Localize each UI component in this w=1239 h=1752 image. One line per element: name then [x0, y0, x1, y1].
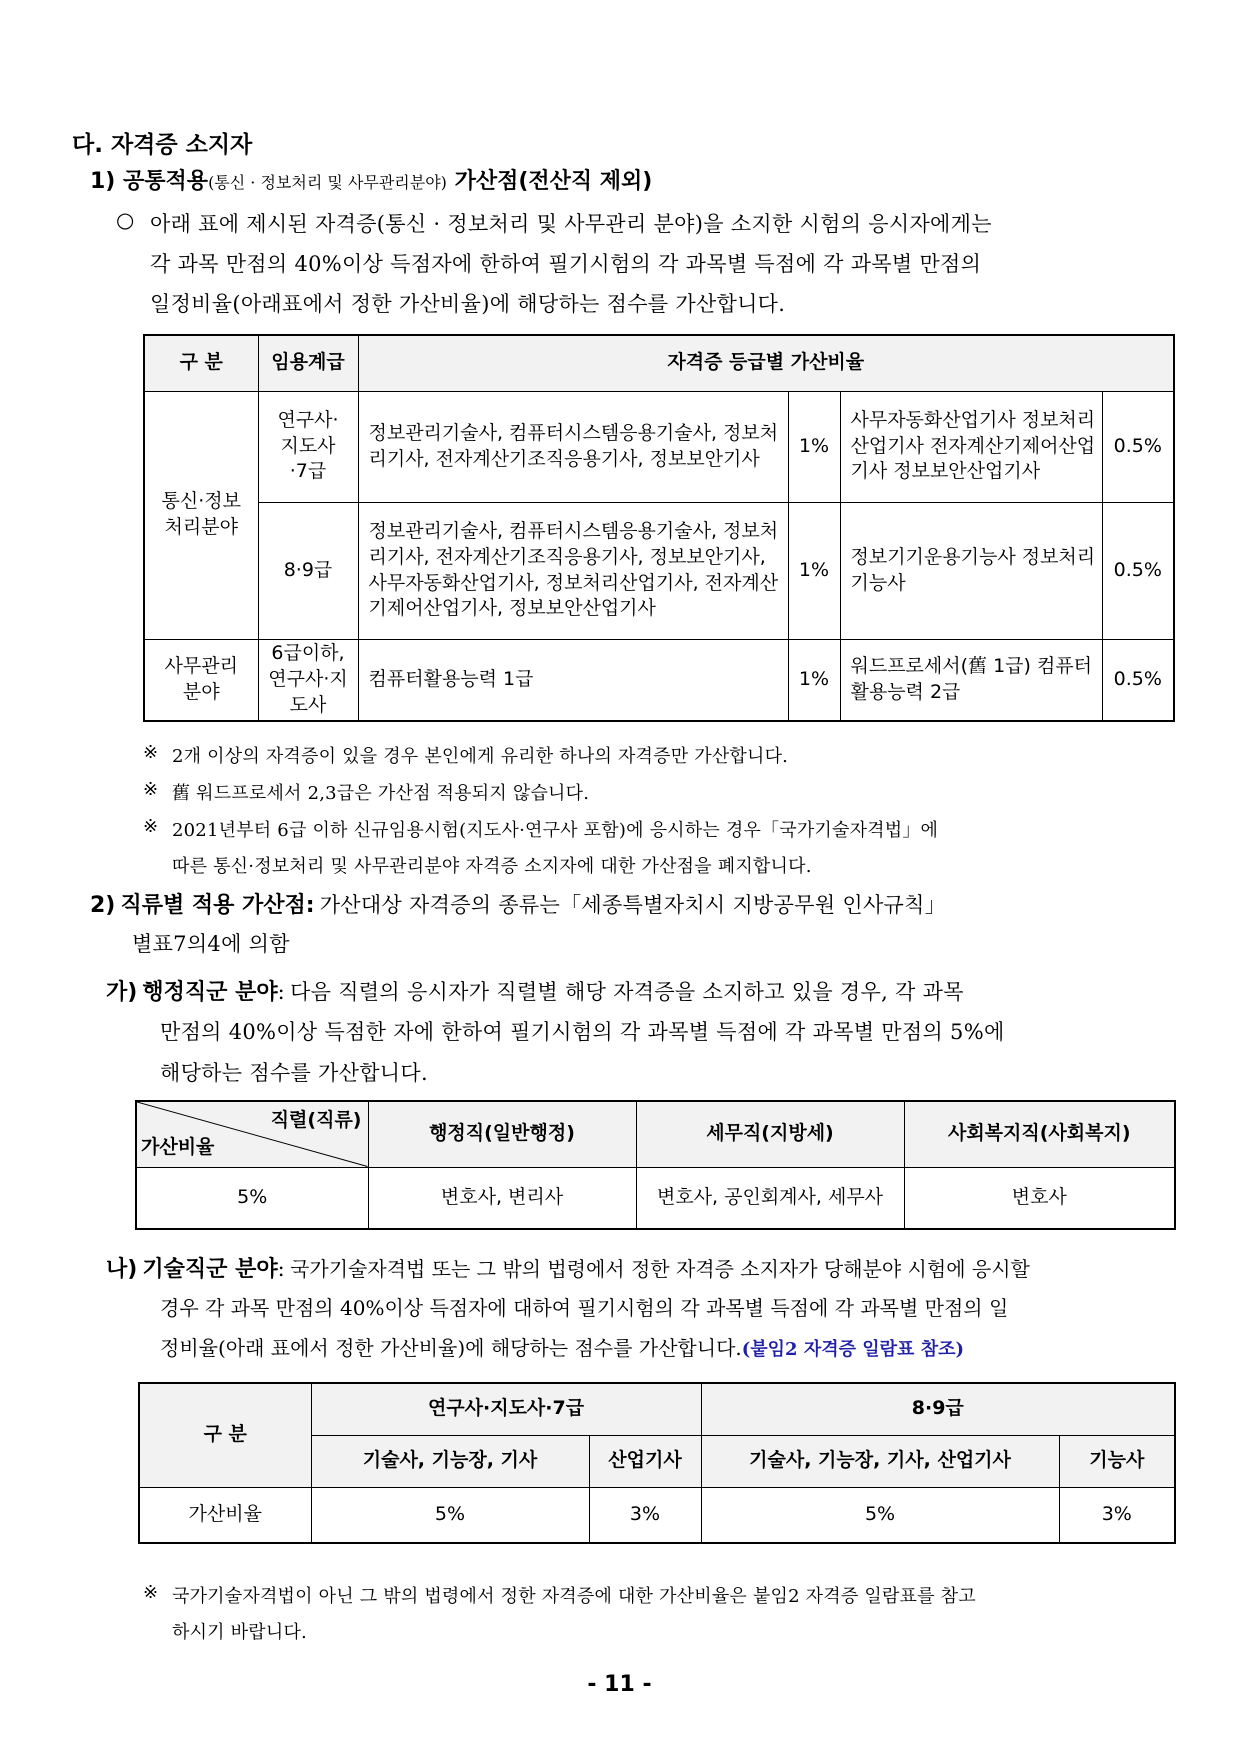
t1-row3-rate-a: 1%: [788, 639, 840, 721]
item1-title-b: 가산점(전산직 제외): [454, 169, 653, 194]
table-row: [144, 502, 1174, 639]
t3-value3: 5%: [701, 1487, 1059, 1543]
table-row: [144, 639, 1174, 721]
item2b-line3-wrap: [160, 1332, 964, 1361]
item2b-colon: :: [277, 1257, 285, 1281]
t2-admin-certs: 변호사, 변리사: [368, 1167, 636, 1229]
t1-row2-grade: 8·9급: [258, 502, 358, 639]
t2-tax-certs: 변호사, 공인회계사, 세무사: [636, 1167, 904, 1229]
item2a-line1: 다음 직렬의 응시자가 직렬별 해당 자격증을 소지하고 있을 경우, 각 과목: [290, 980, 964, 1004]
item2a-heading: [106, 975, 964, 1006]
item2-number: 2): [90, 893, 116, 918]
t1-row2-rate-a: 1%: [788, 502, 840, 639]
item2-title: 직류별 적용 가산점:: [120, 893, 315, 918]
t3-value4: 3%: [1059, 1487, 1175, 1543]
item2b-line2: 경우 각 과목 만점의 40%이상 득점자에 대하여 필기시험의 각 과목별 득점에 각 과목별 만점의 일: [160, 1296, 1009, 1320]
table-technical-certificates: [138, 1382, 1176, 1544]
item1-para-line1: 아래 표에 제시된 자격증(통신 · 정보처리 및 사무관리 분야)을 소지한 시험의 응시자에게는: [150, 212, 992, 236]
t1-group2-label: 사무관리분야: [144, 639, 258, 721]
t1-row3-certs-b: 워드프로세서(舊 1급) 컴퓨터활용능력 2급: [840, 639, 1102, 721]
t2-header-admin: 행정직(일반행정): [368, 1101, 636, 1167]
final-note-line1: 국가기술자격법이 아닌 그 밖의 법령에서 정한 자격증에 대한 가산비율은 붙임2 자격증 일람표를 참고: [172, 1586, 976, 1607]
t2-diag-top: 직렬(직류): [270, 1109, 362, 1131]
t3-group1: 연구사·지도사·7급: [311, 1383, 701, 1435]
item2b-ref: (붙임2 자격증 일람표 참조): [741, 1339, 964, 1360]
t2-rate: 5%: [136, 1167, 368, 1229]
item2a-number: 가): [106, 980, 138, 1005]
t1-header-category: 구 분: [144, 335, 258, 391]
item1-title-a: 공통적용: [123, 169, 209, 194]
t2-header-tax: 세무직(지방세): [636, 1101, 904, 1167]
item2b-line1: 국가기술자격법 또는 그 밖의 법령에서 정한 자격증 소지자가 당해분야 시험에 응시할: [290, 1257, 1030, 1281]
t1-row2-rate-b: 0.5%: [1102, 502, 1174, 639]
section-heading: 다. 자격증 소지자: [72, 132, 253, 158]
t1-row3-grade: 6급이하, 연구사·지도사: [258, 639, 358, 721]
item2a-line3: 해당하는 점수를 가산합니다.: [160, 1061, 428, 1085]
item2b-heading: [106, 1252, 1030, 1283]
item2-text-line2: 별표7의4에 의함: [132, 932, 290, 956]
t3-sub2: 산업기사: [589, 1435, 701, 1487]
item1-heading: [90, 164, 652, 195]
table-row: [136, 1167, 1175, 1229]
t3-value1: 5%: [311, 1487, 589, 1543]
note1-text: 2개 이상의 자격증이 있을 경우 본인에게 유리한 하나의 자격증만 가산합니다.: [172, 746, 789, 767]
t1-row1-grade: 연구사·지도사·7급: [258, 391, 358, 502]
item2a-title: 행정직군 분야: [142, 980, 278, 1005]
t1-header-grade: 임용계급: [258, 335, 358, 391]
page-number: - 11 -: [587, 1672, 652, 1697]
t1-row2-certs-a: 정보관리기술사, 컴퓨터시스템응용기술사, 정보처리기사, 전자계산기조직응용기사, 정보보안기사, 사무자동화산업기사, 정보처리산업기사, 전자계산기제어산업기사, 정보보안산업기사: [358, 502, 788, 639]
table-row: [139, 1487, 1175, 1543]
t1-header-rates: 자격증 등급별 가산비율: [358, 335, 1174, 391]
note3-mark: ※: [143, 816, 159, 837]
t1-row1-rate-b: 0.5%: [1102, 391, 1174, 502]
item2-heading: [90, 888, 946, 919]
t2-diagonal-header: [136, 1101, 368, 1167]
t3-value2: 3%: [589, 1487, 701, 1543]
t1-row1-certs-a: 정보관리기술사, 컴퓨터시스템응용기술사, 정보처리기사, 전자계산기조직응용기사, 정보보안기사: [358, 391, 788, 502]
item1-bullet: ○: [116, 208, 135, 232]
item2b-number: 나): [106, 1257, 138, 1282]
t2-header-welfare: 사회복지직(사회복지): [904, 1101, 1175, 1167]
t2-diag-bottom: 가산비율: [141, 1135, 215, 1158]
note3-text: 2021년부터 6급 이하 신규임용시험(지도사·연구사 포함)에 응시하는 경우「국가기술자격법」에: [172, 820, 939, 841]
table-admin-certificates: [135, 1100, 1176, 1230]
t3-group2: 8·9급: [701, 1383, 1175, 1435]
t1-group1-label: 통신·정보처리분야: [144, 391, 258, 639]
table-common-certificates: [143, 334, 1175, 722]
item1-number: 1): [90, 169, 116, 194]
t1-row1-certs-b: 사무자동화산업기사 정보처리산업기사 전자계산기제어산업기사 정보보안산업기사: [840, 391, 1102, 502]
note3-text2: 따른 통신·정보처리 및 사무관리분야 자격증 소지자에 대한 가산점을 폐지합니다.: [172, 856, 812, 877]
item2a-colon: :: [277, 980, 285, 1004]
t3-corner: 구 분: [139, 1383, 311, 1487]
item2b-line3: 정비율(아래 표에서 정한 가산비율)에 해당하는 점수를 가산합니다.: [160, 1336, 742, 1360]
item1-para-line3: 일정비율(아래표에서 정한 가산비율)에 해당하는 점수를 가산합니다.: [150, 292, 786, 316]
note1-mark: ※: [143, 742, 159, 763]
t3-sub1: 기술사, 기능장, 기사: [311, 1435, 589, 1487]
t2-welfare-certs: 변호사: [904, 1167, 1175, 1229]
t1-row2-certs-b: 정보기기운용기능사 정보처리기능사: [840, 502, 1102, 639]
final-note-line2: 하시기 바랍니다.: [172, 1622, 307, 1643]
item2b-title: 기술직군 분야: [142, 1257, 278, 1282]
note2-mark: ※: [143, 779, 159, 800]
t3-sub3: 기술사, 기능장, 기사, 산업기사: [701, 1435, 1059, 1487]
t1-row3-rate-b: 0.5%: [1102, 639, 1174, 721]
item1-para-line2: 각 과목 만점의 40%이상 득점자에 한하여 필기시험의 각 과목별 득점에 각 과목별 만점의: [150, 252, 982, 276]
final-note-mark: ※: [143, 1582, 159, 1603]
t1-row1-rate-a: 1%: [788, 391, 840, 502]
item2-text-line1: 가산대상 자격증의 종류는「세종특별자치시 지방공무원 인사규칙」: [319, 893, 947, 917]
table-row: [144, 391, 1174, 502]
t3-sub4: 기능사: [1059, 1435, 1175, 1487]
item1-title-small: (통신 · 정보처리 및 사무관리분야): [208, 173, 447, 192]
note2-text: 舊 워드프로세서 2,3급은 가산점 적용되지 않습니다.: [172, 783, 590, 804]
t3-row-label: 가산비율: [139, 1487, 311, 1543]
t1-row3-certs-a: 컴퓨터활용능력 1급: [358, 639, 788, 721]
item2a-line2: 만점의 40%이상 득점한 자에 한하여 필기시험의 각 과목별 득점에 각 과목별 만점의 5%에: [160, 1020, 1005, 1044]
